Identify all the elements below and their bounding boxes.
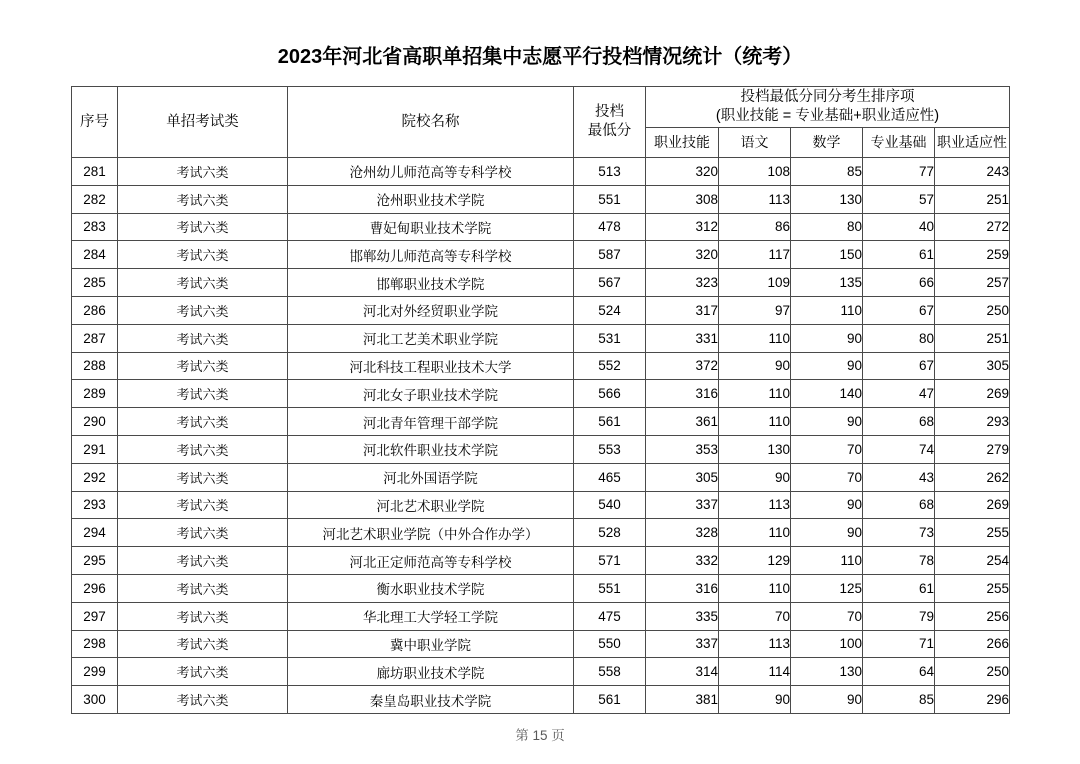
cell-category: 考试六类 bbox=[118, 408, 288, 436]
cell-math: 70 bbox=[791, 463, 863, 491]
cell-seq: 296 bbox=[72, 574, 118, 602]
cell-skill: 316 bbox=[646, 574, 719, 602]
cell-vocational-fit: 250 bbox=[935, 658, 1010, 686]
cell-chinese: 130 bbox=[719, 435, 791, 463]
cell-category: 考试六类 bbox=[118, 435, 288, 463]
cell-major-base: 66 bbox=[863, 269, 935, 297]
cell-seq: 284 bbox=[72, 241, 118, 269]
cell-skill: 372 bbox=[646, 352, 719, 380]
cell-chinese: 113 bbox=[719, 630, 791, 658]
cell-vocational-fit: 251 bbox=[935, 185, 1010, 213]
cell-skill: 381 bbox=[646, 686, 719, 714]
cell-school: 河北青年管理干部学院 bbox=[288, 408, 574, 436]
cell-chinese: 110 bbox=[719, 519, 791, 547]
cell-min-score: 558 bbox=[574, 658, 646, 686]
cell-skill: 331 bbox=[646, 324, 719, 352]
cell-chinese: 110 bbox=[719, 380, 791, 408]
cell-school: 沧州职业技术学院 bbox=[288, 185, 574, 213]
column-header-seq: 序号 bbox=[72, 87, 118, 158]
cell-chinese: 90 bbox=[719, 686, 791, 714]
column-header-tiebreak-group bbox=[646, 87, 1010, 128]
cell-chinese: 110 bbox=[719, 574, 791, 602]
cell-math: 125 bbox=[791, 574, 863, 602]
cell-vocational-fit: 254 bbox=[935, 547, 1010, 575]
cell-chinese: 108 bbox=[719, 158, 791, 186]
cell-math: 130 bbox=[791, 185, 863, 213]
cell-school: 冀中职业学院 bbox=[288, 630, 574, 658]
cell-major-base: 85 bbox=[863, 686, 935, 714]
cell-school: 衡水职业技术学院 bbox=[288, 574, 574, 602]
cell-vocational-fit: 251 bbox=[935, 324, 1010, 352]
cell-min-score: 567 bbox=[574, 269, 646, 297]
cell-school: 河北对外经贸职业学院 bbox=[288, 296, 574, 324]
cell-seq: 281 bbox=[72, 158, 118, 186]
table-row bbox=[72, 547, 1010, 575]
cell-major-base: 40 bbox=[863, 213, 935, 241]
cell-major-base: 61 bbox=[863, 241, 935, 269]
cell-chinese: 113 bbox=[719, 185, 791, 213]
cell-school: 河北女子职业技术学院 bbox=[288, 380, 574, 408]
cell-school: 河北工艺美术职业学院 bbox=[288, 324, 574, 352]
cell-seq: 287 bbox=[72, 324, 118, 352]
table-row bbox=[72, 574, 1010, 602]
min-score-line-1: 投档 bbox=[595, 104, 624, 120]
cell-chinese: 110 bbox=[719, 324, 791, 352]
cell-category: 考试六类 bbox=[118, 241, 288, 269]
table-row bbox=[72, 185, 1010, 213]
cell-min-score: 553 bbox=[574, 435, 646, 463]
column-header-math: 数学 bbox=[791, 128, 863, 158]
cell-category: 考试六类 bbox=[118, 213, 288, 241]
cell-school: 沧州幼儿师范高等专科学校 bbox=[288, 158, 574, 186]
cell-category: 考试六类 bbox=[118, 686, 288, 714]
cell-school: 河北艺术职业学院（中外合作办学） bbox=[288, 519, 574, 547]
cell-seq: 286 bbox=[72, 296, 118, 324]
cell-math: 85 bbox=[791, 158, 863, 186]
page-title: 2023年河北省高职单招集中志愿平行投档情况统计（统考） bbox=[277, 46, 803, 68]
cell-seq: 292 bbox=[72, 463, 118, 491]
cell-math: 70 bbox=[791, 602, 863, 630]
cell-school: 秦皇岛职业技术学院 bbox=[288, 686, 574, 714]
cell-chinese: 113 bbox=[719, 491, 791, 519]
cell-seq: 289 bbox=[72, 380, 118, 408]
cell-min-score: 524 bbox=[574, 296, 646, 324]
page-footer: 第 15 页 bbox=[515, 728, 565, 743]
cell-skill: 314 bbox=[646, 658, 719, 686]
cell-major-base: 61 bbox=[863, 574, 935, 602]
cell-seq: 294 bbox=[72, 519, 118, 547]
cell-category: 考试六类 bbox=[118, 324, 288, 352]
cell-vocational-fit: 255 bbox=[935, 574, 1010, 602]
min-score-line-2: 最低分 bbox=[587, 123, 632, 139]
column-header-vocational-fit: 职业适应性 bbox=[935, 128, 1010, 158]
table-row bbox=[72, 352, 1010, 380]
cell-major-base: 57 bbox=[863, 185, 935, 213]
cell-seq: 291 bbox=[72, 435, 118, 463]
cell-math: 135 bbox=[791, 269, 863, 297]
cell-category: 考试六类 bbox=[118, 269, 288, 297]
cell-min-score: 513 bbox=[574, 158, 646, 186]
cell-min-score: 475 bbox=[574, 602, 646, 630]
cell-seq: 293 bbox=[72, 491, 118, 519]
cell-vocational-fit: 269 bbox=[935, 380, 1010, 408]
cell-chinese: 109 bbox=[719, 269, 791, 297]
cell-category: 考试六类 bbox=[118, 463, 288, 491]
cell-chinese: 90 bbox=[719, 352, 791, 380]
cell-seq: 285 bbox=[72, 269, 118, 297]
cell-major-base: 77 bbox=[863, 158, 935, 186]
cell-math: 90 bbox=[791, 686, 863, 714]
cell-skill: 328 bbox=[646, 519, 719, 547]
table-row bbox=[72, 686, 1010, 714]
column-header-school: 院校名称 bbox=[288, 87, 574, 158]
column-header-skill: 职业技能 bbox=[646, 128, 719, 158]
cell-category: 考试六类 bbox=[118, 380, 288, 408]
cell-category: 考试六类 bbox=[118, 547, 288, 575]
cell-major-base: 47 bbox=[863, 380, 935, 408]
cell-chinese: 117 bbox=[719, 241, 791, 269]
cell-min-score: 552 bbox=[574, 352, 646, 380]
cell-major-base: 64 bbox=[863, 658, 935, 686]
cell-seq: 299 bbox=[72, 658, 118, 686]
cell-seq: 298 bbox=[72, 630, 118, 658]
cell-min-score: 550 bbox=[574, 630, 646, 658]
table-row bbox=[72, 602, 1010, 630]
cell-vocational-fit: 250 bbox=[935, 296, 1010, 324]
cell-min-score: 561 bbox=[574, 686, 646, 714]
table-body bbox=[72, 158, 1010, 714]
cell-school: 河北外国语学院 bbox=[288, 463, 574, 491]
cell-seq: 295 bbox=[72, 547, 118, 575]
cell-skill: 317 bbox=[646, 296, 719, 324]
cell-major-base: 73 bbox=[863, 519, 935, 547]
cell-vocational-fit: 262 bbox=[935, 463, 1010, 491]
cell-major-base: 67 bbox=[863, 352, 935, 380]
cell-vocational-fit: 279 bbox=[935, 435, 1010, 463]
table-row bbox=[72, 380, 1010, 408]
cell-seq: 300 bbox=[72, 686, 118, 714]
cell-category: 考试六类 bbox=[118, 491, 288, 519]
cell-chinese: 97 bbox=[719, 296, 791, 324]
cell-min-score: 566 bbox=[574, 380, 646, 408]
column-header-major-base: 专业基础 bbox=[863, 128, 935, 158]
cell-math: 80 bbox=[791, 213, 863, 241]
cell-major-base: 74 bbox=[863, 435, 935, 463]
cell-seq: 288 bbox=[72, 352, 118, 380]
cell-vocational-fit: 259 bbox=[935, 241, 1010, 269]
table-row bbox=[72, 463, 1010, 491]
cell-vocational-fit: 296 bbox=[935, 686, 1010, 714]
admission-statistics-table bbox=[71, 86, 1010, 714]
cell-skill: 308 bbox=[646, 185, 719, 213]
cell-school: 华北理工大学轻工学院 bbox=[288, 602, 574, 630]
cell-major-base: 67 bbox=[863, 296, 935, 324]
column-header-chinese: 语文 bbox=[719, 128, 791, 158]
cell-category: 考试六类 bbox=[118, 519, 288, 547]
cell-chinese: 90 bbox=[719, 463, 791, 491]
cell-category: 考试六类 bbox=[118, 574, 288, 602]
cell-math: 90 bbox=[791, 324, 863, 352]
column-header-category: 单招考试类 bbox=[118, 87, 288, 158]
cell-skill: 335 bbox=[646, 602, 719, 630]
cell-major-base: 79 bbox=[863, 602, 935, 630]
cell-chinese: 129 bbox=[719, 547, 791, 575]
cell-vocational-fit: 255 bbox=[935, 519, 1010, 547]
cell-min-score: 551 bbox=[574, 574, 646, 602]
cell-school: 河北正定师范高等专科学校 bbox=[288, 547, 574, 575]
cell-school: 邯郸职业技术学院 bbox=[288, 269, 574, 297]
cell-school: 河北艺术职业学院 bbox=[288, 491, 574, 519]
cell-category: 考试六类 bbox=[118, 352, 288, 380]
cell-category: 考试六类 bbox=[118, 602, 288, 630]
cell-vocational-fit: 257 bbox=[935, 269, 1010, 297]
cell-math: 90 bbox=[791, 408, 863, 436]
cell-chinese: 86 bbox=[719, 213, 791, 241]
table-row bbox=[72, 158, 1010, 186]
cell-major-base: 68 bbox=[863, 408, 935, 436]
cell-math: 130 bbox=[791, 658, 863, 686]
table-row bbox=[72, 213, 1010, 241]
cell-skill: 337 bbox=[646, 630, 719, 658]
cell-skill: 320 bbox=[646, 158, 719, 186]
cell-math: 110 bbox=[791, 547, 863, 575]
table-row bbox=[72, 435, 1010, 463]
cell-math: 140 bbox=[791, 380, 863, 408]
table-row bbox=[72, 269, 1010, 297]
table-row bbox=[72, 241, 1010, 269]
cell-chinese: 114 bbox=[719, 658, 791, 686]
cell-chinese: 70 bbox=[719, 602, 791, 630]
cell-skill: 353 bbox=[646, 435, 719, 463]
cell-skill: 332 bbox=[646, 547, 719, 575]
cell-major-base: 78 bbox=[863, 547, 935, 575]
cell-skill: 312 bbox=[646, 213, 719, 241]
cell-min-score: 571 bbox=[574, 547, 646, 575]
cell-major-base: 68 bbox=[863, 491, 935, 519]
cell-vocational-fit: 256 bbox=[935, 602, 1010, 630]
cell-vocational-fit: 305 bbox=[935, 352, 1010, 380]
cell-min-score: 531 bbox=[574, 324, 646, 352]
cell-min-score: 528 bbox=[574, 519, 646, 547]
table-row bbox=[72, 408, 1010, 436]
table-header bbox=[72, 87, 1010, 158]
header-row-top bbox=[72, 87, 1010, 128]
tiebreak-group-line-1: 投档最低分同分考生排序项 bbox=[740, 89, 915, 105]
cell-school: 河北科技工程职业技术大学 bbox=[288, 352, 574, 380]
cell-skill: 305 bbox=[646, 463, 719, 491]
cell-min-score: 551 bbox=[574, 185, 646, 213]
cell-math: 100 bbox=[791, 630, 863, 658]
cell-skill: 361 bbox=[646, 408, 719, 436]
cell-major-base: 80 bbox=[863, 324, 935, 352]
cell-vocational-fit: 266 bbox=[935, 630, 1010, 658]
cell-math: 70 bbox=[791, 435, 863, 463]
cell-math: 110 bbox=[791, 296, 863, 324]
cell-min-score: 540 bbox=[574, 491, 646, 519]
cell-min-score: 561 bbox=[574, 408, 646, 436]
cell-skill: 337 bbox=[646, 491, 719, 519]
cell-category: 考试六类 bbox=[118, 185, 288, 213]
cell-vocational-fit: 293 bbox=[935, 408, 1010, 436]
table-row bbox=[72, 658, 1010, 686]
cell-school: 邯郸幼儿师范高等专科学校 bbox=[288, 241, 574, 269]
cell-skill: 320 bbox=[646, 241, 719, 269]
table-row bbox=[72, 630, 1010, 658]
cell-vocational-fit: 243 bbox=[935, 158, 1010, 186]
cell-major-base: 43 bbox=[863, 463, 935, 491]
cell-math: 90 bbox=[791, 491, 863, 519]
cell-math: 90 bbox=[791, 519, 863, 547]
cell-school: 河北软件职业技术学院 bbox=[288, 435, 574, 463]
table-row bbox=[72, 519, 1010, 547]
cell-seq: 283 bbox=[72, 213, 118, 241]
cell-seq: 297 bbox=[72, 602, 118, 630]
cell-vocational-fit: 272 bbox=[935, 213, 1010, 241]
cell-seq: 290 bbox=[72, 408, 118, 436]
cell-math: 90 bbox=[791, 352, 863, 380]
cell-math: 150 bbox=[791, 241, 863, 269]
cell-min-score: 587 bbox=[574, 241, 646, 269]
cell-min-score: 478 bbox=[574, 213, 646, 241]
table-row bbox=[72, 324, 1010, 352]
cell-vocational-fit: 269 bbox=[935, 491, 1010, 519]
cell-skill: 316 bbox=[646, 380, 719, 408]
table-row bbox=[72, 491, 1010, 519]
cell-school: 廊坊职业技术学院 bbox=[288, 658, 574, 686]
cell-skill: 323 bbox=[646, 269, 719, 297]
cell-category: 考试六类 bbox=[118, 158, 288, 186]
cell-category: 考试六类 bbox=[118, 296, 288, 324]
cell-major-base: 71 bbox=[863, 630, 935, 658]
cell-category: 考试六类 bbox=[118, 658, 288, 686]
tiebreak-group-line-2: (职业技能 = 专业基础+职业适应性) bbox=[715, 108, 940, 124]
cell-chinese: 110 bbox=[719, 408, 791, 436]
column-header-min-score bbox=[574, 87, 646, 158]
cell-category: 考试六类 bbox=[118, 630, 288, 658]
cell-seq: 282 bbox=[72, 185, 118, 213]
table-row bbox=[72, 296, 1010, 324]
cell-min-score: 465 bbox=[574, 463, 646, 491]
cell-school: 曹妃甸职业技术学院 bbox=[288, 213, 574, 241]
